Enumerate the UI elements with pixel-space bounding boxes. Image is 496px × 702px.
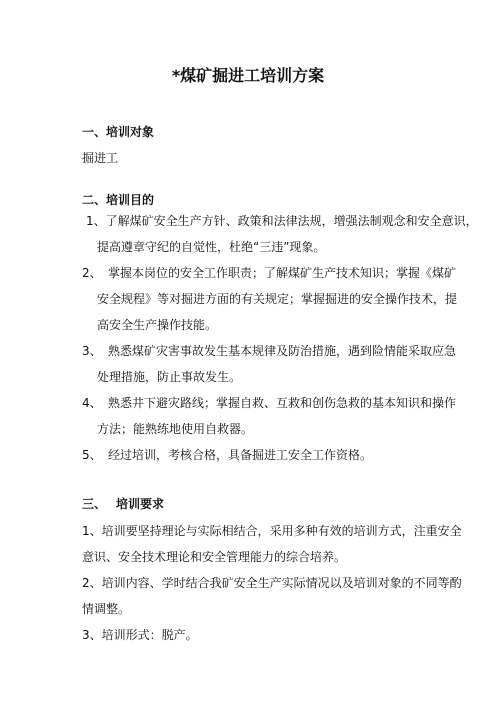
requirement-1-line-2: 意识、安全技术理论和安全管理能力的综合培养。 [82,550,347,564]
purpose-item-2-line-3: 高安全生产操作技能。 [97,318,218,332]
section-heading-training-purpose: 二、培训目的 [82,193,155,207]
purpose-item-2-line-1 [82,265,456,281]
purpose-item-5-line-1 [82,447,372,463]
section-heading-training-target: 一、培训对象 [82,125,155,139]
purpose-item-3-line-2: 处理措施，防止事故发生。 [97,370,242,384]
requirement-3-line-1: 3、培训形式：脱产。 [82,628,198,642]
requirements-heading-marker: 三、 [82,497,107,511]
purpose-item-1-marker: 1、 [86,214,106,228]
requirement-1-line-1: 1、培训要坚持理论与实际相结合，采用多种有效的培训方式，注重安全 [82,524,462,538]
purpose-item-4-marker: 4、 [82,396,102,410]
requirement-2-line-2: 情调整。 [82,602,131,616]
purpose-item-1-text: 了解煤矿安全生产方针、政策和法律法规，增强法制观念和安全意识， [105,214,478,228]
purpose-item-2-text: 掌握本岗位的安全工作职责；了解煤矿生产技术知识；掌握《煤矿 [108,266,457,280]
purpose-item-3-line-1 [82,343,456,359]
requirement-2-line-1: 2、培训内容、学时结合我矿安全生产实际情况以及培训对象的不同等酌 [82,576,462,590]
purpose-item-2-marker: 2、 [82,266,102,280]
section-heading-training-requirements [82,496,164,512]
purpose-item-1-line-2: 提高遵章守纪的自觉性，杜绝“三违”现象。 [97,240,326,254]
purpose-item-3-text: 熟悉煤矿灾害事故发生基本规律及防治措施，遇到险情能采取应急 [108,344,457,358]
purpose-item-5-text: 经过培训，考核合格，具备掘进工安全工作资格。 [108,448,373,462]
purpose-item-4-line-1 [82,395,456,411]
purpose-item-3-marker: 3、 [82,344,102,358]
purpose-item-1-line-1 [86,213,478,229]
purpose-item-5-marker: 5、 [82,448,102,462]
purpose-item-4-text: 熟悉井下避灾路线；掌握自救、互救和创伤急救的基本知识和操作 [108,396,457,410]
requirements-heading-text: 培训要求 [116,497,165,511]
purpose-item-4-line-2: 方法；能熟练地使用自救器。 [97,422,254,436]
document-title: *煤矿掘进工培训方案 [171,66,325,85]
training-target-text: 掘进工 [82,151,119,165]
purpose-item-2-line-2: 安全规程》等对掘进方面的有关规定；掌握掘进的安全操作技术，提 [97,292,458,306]
